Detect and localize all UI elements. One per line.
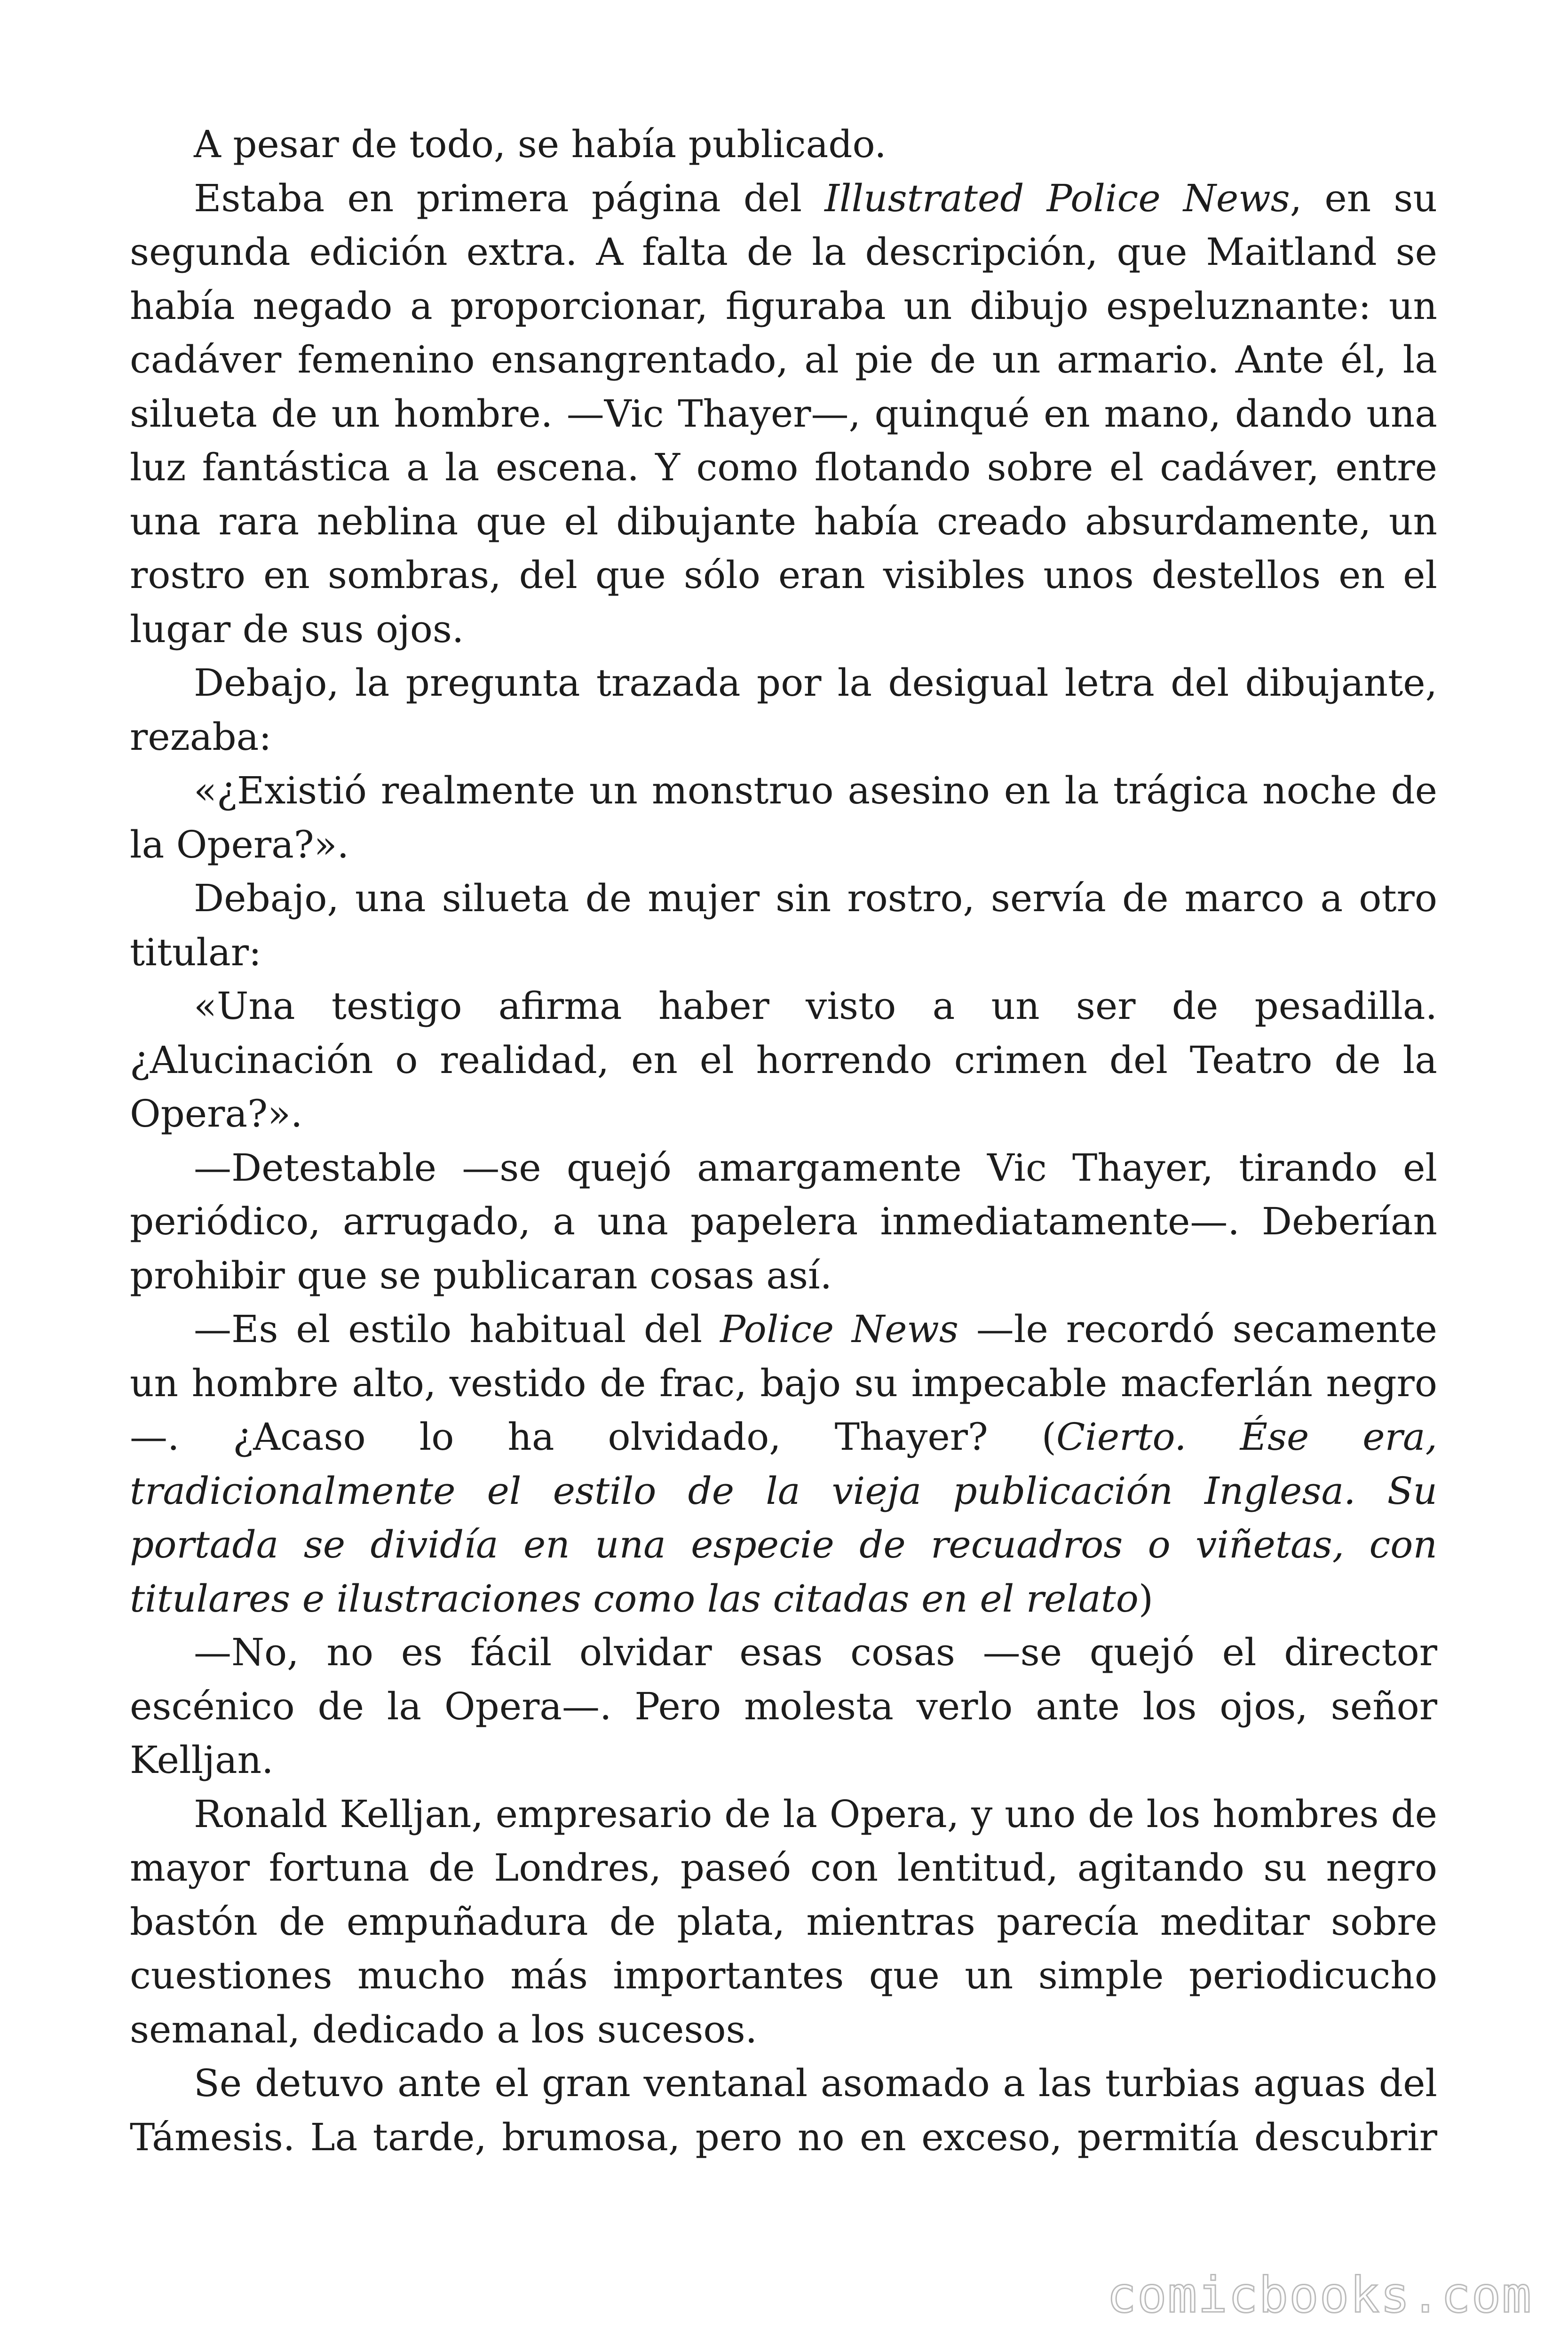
text-run: , en su segunda edición extra. A falta de la descripción, que Maitland se había negado a proporcionar, figuraba un dibujo espeluznante: un cadáver femenino ensangrentado, al pie de un armario. Ante él, la silueta de un hombre. —Vic Thayer—, quinqué en mano, dando una luz fantástica a la escena. Y como flotando sobre el cadáver, entre una rara neblina que el dibujante había creado absurdamente, un rostro en sombras, del que sólo eran visibles unos destellos en el lugar de sus ojos. — [130, 176, 1437, 651]
text-run: Debajo, la pregunta trazada por la desigual letra del dibujante, rezaba: — [130, 661, 1437, 759]
text-run: —le recordó secamente un hombre alto, vestido de frac, bajo su impecable macferlán negro—. ¿Acaso lo ha olvidado, Thayer? ( — [130, 1307, 1438, 1459]
text-run: —No, no es fácil olvidar esas cosas —se quejó el director escénico de la Opera—. Pero molesta verlo ante los ojos, señor Kelljan. — [130, 1630, 1437, 1782]
paragraph — [130, 1788, 1437, 2057]
italic-text: Police News — [720, 1307, 958, 1351]
paragraph — [130, 172, 1437, 657]
text-run: «Una testigo afirma haber visto a un ser de pesadilla. ¿Alucinación o realidad, en el horrendo crimen del Teatro de la Opera?». — [130, 984, 1437, 1136]
paragraph — [130, 656, 1437, 764]
paragraph — [130, 764, 1437, 872]
text-run: Se detuvo ante el gran ventanal asomado a las turbias aguas del Támesis. La tarde, brumosa, pero no en exceso, permitía descubrir — [130, 2061, 1437, 2159]
text-run: —Es el estilo habitual del — [194, 1307, 721, 1351]
italic-text: Illustrated Police News — [824, 176, 1290, 220]
paragraph — [130, 979, 1437, 1141]
book-page-text — [130, 118, 1437, 2164]
text-run: —Detestable —se quejó amargamente Vic Thayer, tirando el periódico, arrugado, a una papelera inmediatamente—. Deberían prohibir que se publicaran cosas así. — [130, 1145, 1437, 1297]
paragraph — [130, 872, 1437, 979]
text-run: ) — [1138, 1576, 1154, 1621]
text-run: Ronald Kelljan, empresario de la Opera, y uno de los hombres de mayor fortuna de Londres, paseó con lentitud, agitando su negro bastón de empuñadura de plata, mientras parecía meditar sobre cuestiones mucho más importantes que un simple periodicucho semanal, dedicado a los sucesos. — [130, 1792, 1437, 2051]
text-run: Estaba en primera página del — [194, 176, 825, 220]
italic-text: Cierto. Ése era, tradicionalmente el estilo de la vieja publicación Inglesa. Su portada se dividía en una especie de recuadros o viñetas, con titulares e ilustraciones como las citadas en el relato — [130, 1415, 1437, 1621]
paragraph — [130, 1303, 1437, 1626]
paragraph — [130, 1141, 1437, 1303]
watermark: comicbooks.com — [1107, 2266, 1532, 2324]
text-run: Debajo, una silueta de mujer sin rostro, servía de marco a otro titular: — [130, 876, 1437, 974]
paragraph — [130, 118, 1437, 172]
paragraph — [130, 2057, 1437, 2164]
text-run: «¿Existió realmente un monstruo asesino en la trágica noche de la Opera?». — [130, 769, 1437, 866]
paragraph — [130, 1626, 1437, 1788]
text-run: A pesar de todo, se había publicado. — [194, 122, 887, 166]
